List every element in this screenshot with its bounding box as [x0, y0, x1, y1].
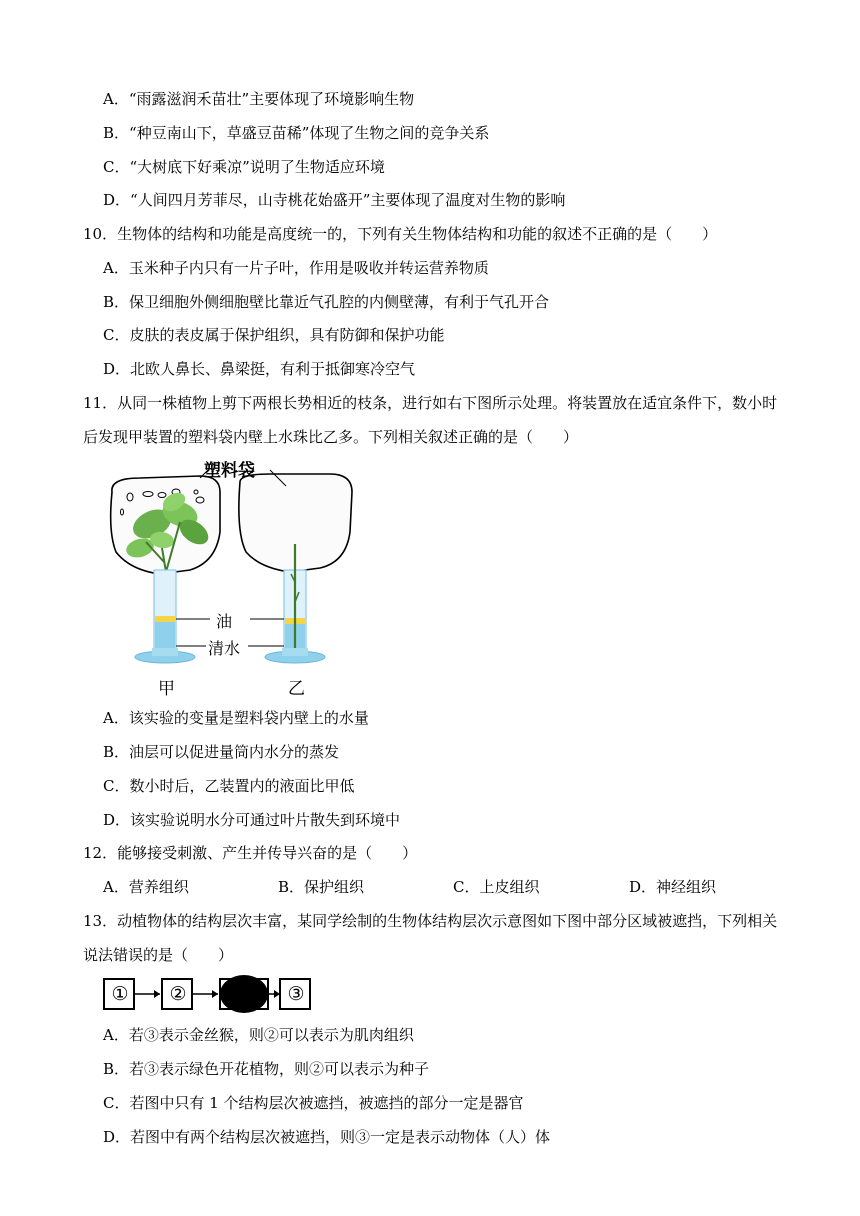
q11-option-b: B．油层可以促进量筒内水分的蒸发 [103, 743, 340, 761]
q11-option-d: D．该实验说明水分可通过叶片散失到环境中 [103, 811, 401, 829]
q12-option-d: D．神经组织 [629, 878, 717, 896]
oil-a [155, 616, 175, 622]
q11-experiment-figure [100, 452, 370, 697]
q12-option-b: B．保护组织 [278, 878, 365, 896]
q11-option-c: C．数小时后，乙装置内的液面比甲低 [103, 777, 355, 795]
water-a [155, 620, 175, 652]
q11-stem-line2: 后发现甲装置的塑料袋内壁上水珠比乙多。下列相关叙述正确的是（ ） [83, 428, 579, 446]
q13-hierarchy-figure [102, 974, 316, 1016]
label-oil: 油 [216, 612, 233, 631]
box-2-label: ② [169, 983, 187, 1005]
q13-option-a: A．若③表示金丝猴，则②可以表示为肌肉组织 [103, 1026, 414, 1044]
q10-option-a: A．玉米种子内只有一片子叶，作用是吸收并转运营养物质 [103, 259, 489, 277]
q13-option-c: C．若图中只有 1 个结构层次被遮挡，被遮挡的部分一定是器官 [103, 1094, 524, 1112]
q13-option-b: B．若③表示绿色开花植物，则②可以表示为种子 [103, 1060, 430, 1078]
label-yi: 乙 [288, 679, 305, 699]
box-3-label: ③ [287, 983, 305, 1005]
q11-stem-line1: 11．从同一株植物上剪下两根长势相近的枝条，进行如右下图所示处理。将装置放在适宜条件下，数小时 [83, 394, 778, 412]
label-plastic-bag: 塑料袋 [204, 461, 255, 481]
label-jia: 甲 [158, 679, 175, 699]
q9-option-a: A．“雨露滋润禾苗壮”主要体现了环境影响生物 [103, 90, 415, 108]
q9-option-b: B．“种豆南山下，草盛豆苗稀”体现了生物之间的竞争关系 [103, 124, 490, 142]
occluding-blot [220, 975, 268, 1013]
q10-stem: 10．生物体的结构和功能是高度统一的，下列有关生物体结构和功能的叙述不正确的是（ ） [83, 225, 718, 243]
q10-option-b: B．保卫细胞外侧细胞壁比靠近气孔腔的内侧壁薄，有利于气孔开合 [103, 293, 550, 311]
q12-option-c: C．上皮组织 [453, 878, 540, 896]
q13-option-d: D．若图中有两个结构层次被遮挡，则③一定是表示动物体（人）体 [103, 1128, 551, 1146]
box-1-label: ① [111, 983, 129, 1005]
q11-option-a: A．该实验的变量是塑料袋内壁上的水量 [103, 709, 369, 727]
q9-option-c: C．“大树底下好乘凉”说明了生物适应环境 [103, 158, 385, 176]
q10-option-c: C．皮肤的表皮属于保护组织，具有防御和保护功能 [103, 326, 445, 344]
transpiration-diagram [100, 452, 370, 697]
label-water: 清水 [208, 639, 241, 658]
q12-stem: 12．能够接受刺激、产生并传导兴奋的是（ ） [83, 844, 418, 862]
q13-stem-line2: 说法错误的是（ ） [83, 946, 234, 964]
q10-option-d: D．北欧人鼻长、鼻梁挺，有利于抵御寒冷空气 [103, 360, 416, 378]
q12-option-a: A．营养组织 [103, 878, 189, 896]
q13-stem-line1: 13．动植物体的结构层次丰富，某同学绘制的生物体结构层次示意图如下图中部分区域被遮挡，下列相关 [83, 912, 778, 930]
q9-option-d: D．“人间四月芳菲尽，山寺桃花始盛开”主要体现了温度对生物的影响 [103, 191, 566, 209]
